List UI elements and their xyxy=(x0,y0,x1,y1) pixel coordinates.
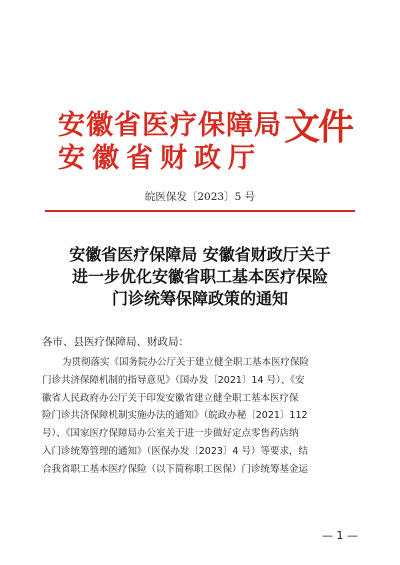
body-paragraph xyxy=(42,354,358,479)
addressee: 各市、县医疗保障局、财政局： xyxy=(42,336,189,348)
issuing-org-2: 安徽省财政厅 xyxy=(58,143,262,174)
title-line-2: 进一步优化安徽省职工基本医疗保险 xyxy=(71,267,328,286)
issuing-org-1: 安徽省医疗保障局 xyxy=(58,110,282,141)
body-line: 为贯彻落实《国务院办公厅关于建立健全职工基本医疗保险 xyxy=(62,357,310,368)
body-line: 门诊共济保障机制的指导意见》（国办发〔2021〕14 号）、《安 xyxy=(42,374,305,386)
body-line: 入门诊统筹管理的通知》（医保办发〔2023〕4 号）等要求，结 xyxy=(42,445,308,457)
title-line-1: 安徽省医疗保障局 安徽省财政厅关于 xyxy=(69,245,331,264)
doc-type-label: 文件 xyxy=(284,106,353,148)
body-line: 徽省人民政府办公厅关于印发安徽省建立健全职工基本医疗保 xyxy=(42,392,299,404)
red-divider xyxy=(45,210,355,212)
body-line: 险门诊共济保障机制实施办法的通知》（皖政办秘〔2021〕112 xyxy=(42,410,308,422)
body-line: 合我省职工基本医疗保险（以下简称职工医保）门诊统筹基金运 xyxy=(42,463,309,475)
document-number: 皖医保发〔2023〕5 号 xyxy=(144,191,256,203)
document-header xyxy=(58,103,353,174)
document-title xyxy=(0,244,400,310)
body-line: 号）、《国家医疗保障局办公室关于进一步做好定点零售药店纳 xyxy=(42,428,299,440)
page-number: — 1 — xyxy=(322,529,358,542)
title-line-3: 门诊统筹保障政策的通知 xyxy=(111,289,288,308)
